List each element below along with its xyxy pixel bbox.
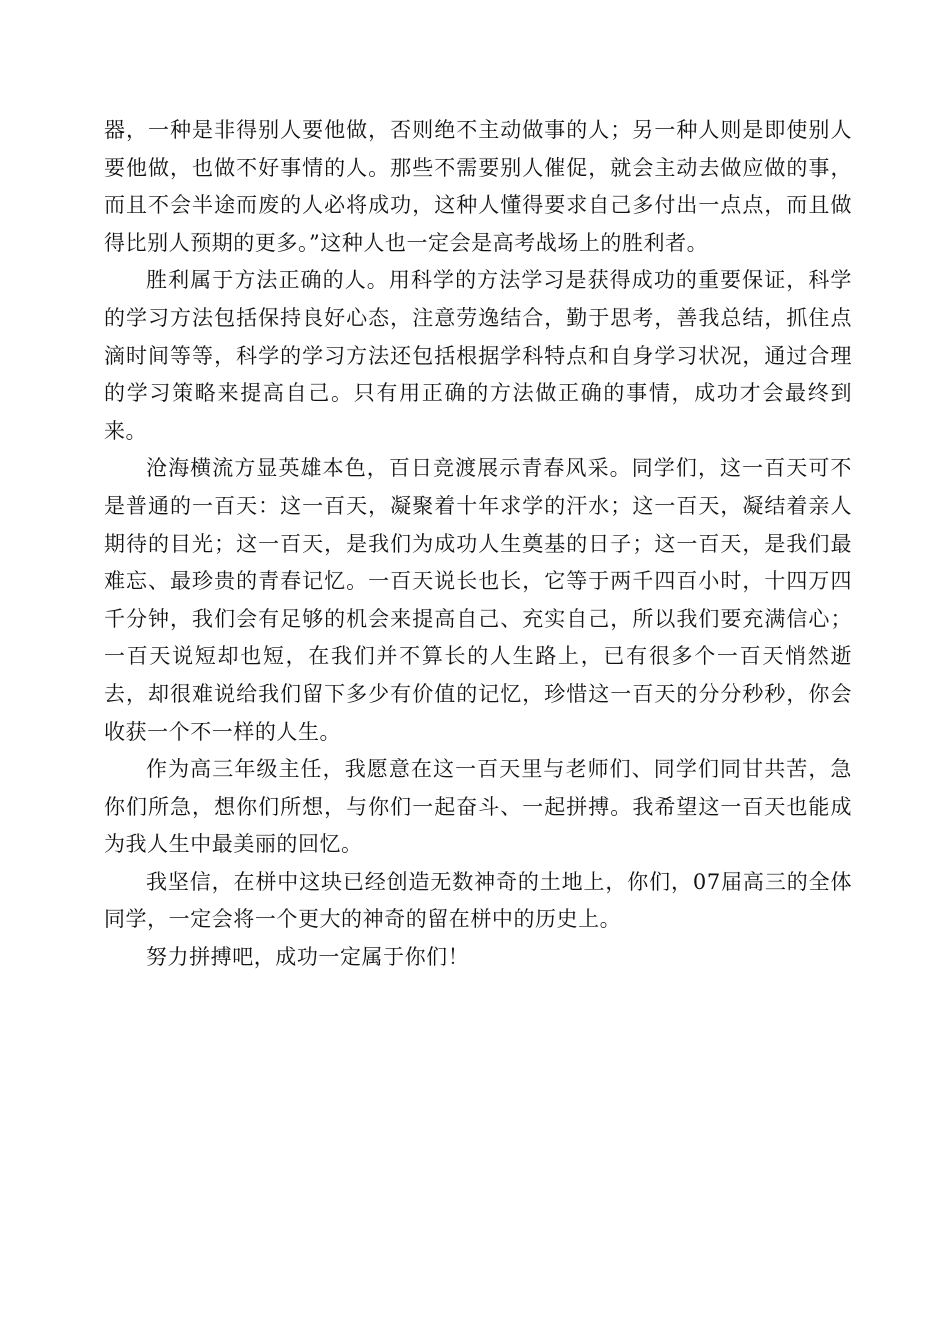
- document-body: [104, 112, 852, 977]
- paragraph-hundred-days: 沧海横流方显英雄本色，百日竞渡展示青春风采。同学们，这一百天可不是普通的一百天：这一百天，凝聚着十年求学的汗水；这一百天，凝结着亲人期待的目光；这一百天，是我们为成功人生奠基的日子；这一百天，是我们最难忘、最珍贵的青春记忆。一百天说长也长，它等于两千四百小时，十四万四千分钟，我们会有足够的机会来提高自己、充实自己，所以我们要充满信心；一百天说短却也短，在我们并不算长的人生路上，已有很多个一百天悄然逝去，却很难说给我们留下多少有价值的记忆，珍惜这一百天的分分秒秒，你会收获一个不一样的人生。: [104, 456, 852, 744]
- paragraph-closing: 努力拼搏吧，成功一定属于你们！: [146, 945, 470, 970]
- paragraph-method: 胜利属于方法正确的人。用科学的方法学习是获得成功的重要保证，科学的学习方法包括保持良好心态，注意劳逸结合，勤于思考，善我总结，抓住点滴时间等等，科学的学习方法还包括根据学科特点和自身学习状况，通过合理的学习策略来提高自己。只有用正确的方法做正确的事情，成功才会最终到来。: [104, 268, 852, 443]
- paragraph-grade-director: 作为高三年级主任，我愿意在这一百天里与老师们、同学们同甘共苦，急你们所急，想你们所想，与你们一起奋斗、一起拼搏。我希望这一百天也能成为我人生中最美丽的回忆。: [104, 757, 852, 857]
- paragraph-belief: 我坚信，在栟中这块已经创造无数神奇的土地上，你们，07届高三的全体同学，一定会将一个更大的神奇的留在栟中的历史上。: [104, 869, 852, 932]
- paragraph-continuation: 器，一种是非得别人要他做，否则绝不主动做事的人；另一种人则是即使别人要他做，也做不好事情的人。那些不需要别人催促，就会主动去做应做的事，而且不会半途而废的人必将成功，这种人懂得要求自己多付出一点点，而且做得比别人预期的更多。”这种人也一定会是高考战场上的胜利者。: [104, 118, 852, 255]
